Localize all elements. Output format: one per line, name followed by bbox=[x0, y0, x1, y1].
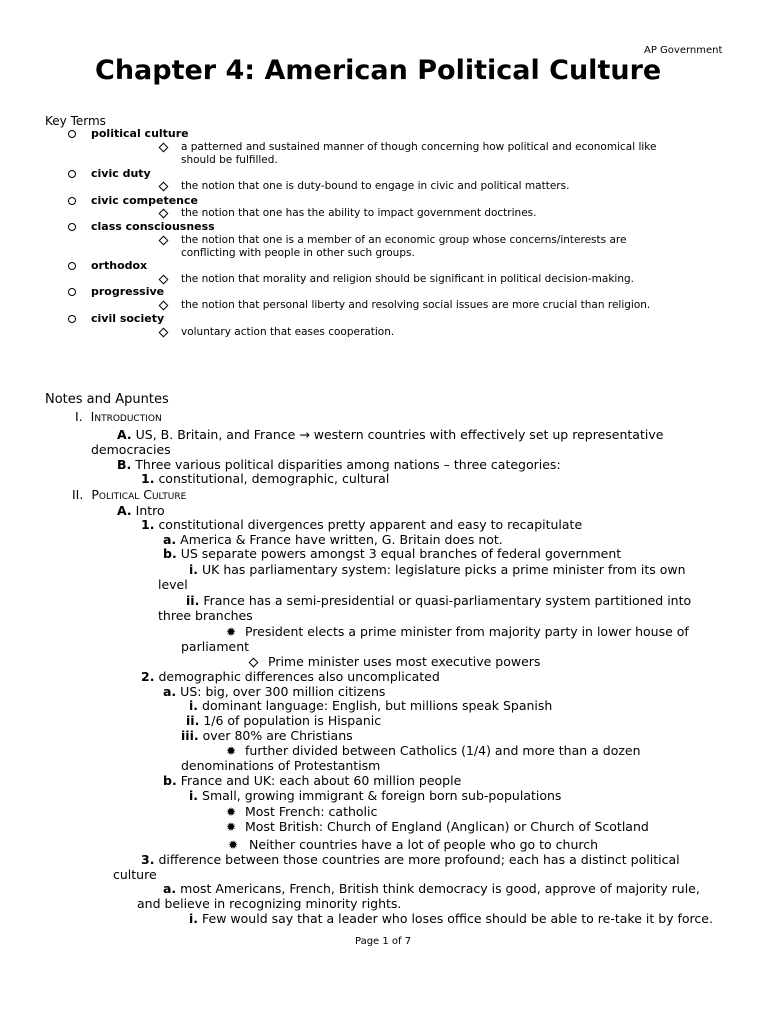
key-terms-heading: Key Terms bbox=[45, 114, 106, 128]
outline-text: constitutional, demographic, cultural bbox=[158, 471, 390, 486]
outline-roman: i. bbox=[189, 911, 199, 926]
outline-item bbox=[181, 728, 353, 743]
term-label: progressive bbox=[91, 285, 165, 298]
outline-text: dominant language: English, but millions speak Spanish bbox=[202, 698, 553, 713]
outline-text-cont: and believe in recognizing minority rights. bbox=[137, 896, 402, 911]
outline-number: II. bbox=[72, 487, 84, 502]
outline-text: constitutional divergences pretty apparent and easy to recapitulate bbox=[158, 517, 583, 532]
outline-letter: B. bbox=[117, 457, 132, 472]
outline-item bbox=[189, 562, 686, 577]
term-definition: the notion that one is a member of an economic group whose concerns/interests are bbox=[181, 234, 627, 246]
term-definition: the notion that one is duty-bound to engage in civic and political matters. bbox=[181, 180, 570, 192]
outline-text: 1/6 of population is Hispanic bbox=[203, 713, 382, 728]
circle-bullet-icon bbox=[68, 315, 76, 323]
outline-text: Most French: catholic bbox=[245, 804, 378, 819]
outline-letter: b. bbox=[163, 773, 177, 788]
diamond-bullet-icon bbox=[159, 328, 169, 338]
term-label: civil society bbox=[91, 312, 165, 325]
outline-text: Three various political disparities among nations – three categories: bbox=[135, 457, 561, 472]
outline-text: President elects a prime minister from majority party in lower house of bbox=[245, 624, 689, 639]
outline-item bbox=[141, 517, 582, 532]
outline-item bbox=[189, 788, 561, 803]
outline-item bbox=[141, 471, 389, 486]
outline-text: over 80% are Christians bbox=[202, 728, 353, 743]
outline-title: Introduction bbox=[90, 409, 162, 424]
outline-letter: a. bbox=[163, 881, 177, 896]
term-label: class consciousness bbox=[91, 220, 215, 233]
outline-text: US: big, over 300 million citizens bbox=[180, 684, 386, 699]
diamond-bullet-icon bbox=[159, 182, 169, 192]
course-label: AP Government bbox=[644, 45, 723, 56]
star-bullet-icon: ✹ bbox=[228, 838, 239, 852]
outline-text: Small, growing immigrant & foreign born sub-populations bbox=[202, 788, 562, 803]
term-definition: the notion that morality and religion should be significant in political decision-making. bbox=[181, 273, 634, 285]
outline-roman: iii. bbox=[181, 728, 199, 743]
outline-number: 1. bbox=[141, 471, 155, 486]
outline-item bbox=[163, 773, 461, 788]
outline-text-cont: democracies bbox=[91, 442, 171, 457]
outline-text: most Americans, French, British think democracy is good, approve of majority rule, bbox=[180, 881, 700, 896]
outline-heading-1 bbox=[75, 409, 162, 424]
page-title: Chapter 4: American Political Culture bbox=[95, 55, 662, 86]
outline-text: America & France have written, G. Britain does not. bbox=[180, 532, 503, 547]
outline-item bbox=[141, 852, 680, 867]
outline-text: US separate powers amongst 3 equal branches of federal government bbox=[180, 546, 622, 561]
circle-bullet-icon bbox=[68, 170, 76, 178]
page-number: Page 1 of 7 bbox=[355, 936, 412, 947]
outline-roman: i. bbox=[189, 562, 199, 577]
outline-letter: a. bbox=[163, 532, 177, 547]
outline-letter: a. bbox=[163, 684, 177, 699]
outline-text-cont: parliament bbox=[181, 639, 250, 654]
outline-text: Neither countries have a lot of people who go to church bbox=[249, 837, 599, 852]
outline-text: Intro bbox=[135, 503, 165, 518]
outline-number: 2. bbox=[141, 669, 155, 684]
outline-item bbox=[163, 532, 503, 547]
outline-letter: A. bbox=[117, 503, 132, 518]
outline-text: further divided between Catholics (1/4) and more than a dozen bbox=[245, 743, 641, 758]
outline-heading-2 bbox=[72, 487, 186, 502]
circle-bullet-icon bbox=[68, 223, 76, 231]
star-bullet-icon: ✹ bbox=[226, 744, 237, 758]
outline-letter: b. bbox=[163, 546, 177, 561]
term-label: civic duty bbox=[91, 167, 151, 180]
term-definition: a patterned and sustained manner of though concerning how political and economical like bbox=[181, 141, 657, 153]
term-label: orthodox bbox=[91, 259, 148, 272]
outline-item bbox=[189, 911, 713, 926]
term-definition: voluntary action that eases cooperation. bbox=[181, 326, 395, 338]
star-bullet-icon: ✹ bbox=[226, 820, 237, 834]
outline-roman: i. bbox=[189, 788, 199, 803]
outline-text-cont: level bbox=[158, 577, 188, 592]
outline-text: Most British: Church of England (Anglican) or Church of Scotland bbox=[245, 819, 649, 834]
term-label: civic competence bbox=[91, 194, 198, 207]
circle-bullet-icon bbox=[68, 262, 76, 270]
outline-title: Political Culture bbox=[91, 487, 187, 502]
star-bullet-icon: ✹ bbox=[226, 805, 237, 819]
outline-text: Prime minister uses most executive powers bbox=[268, 654, 541, 669]
term-label: political culture bbox=[91, 127, 189, 140]
outline-text: UK has parliamentary system: legislature picks a prime minister from its own bbox=[202, 562, 686, 577]
term-definition-cont: conflicting with people in other such groups. bbox=[181, 247, 415, 259]
outline-item bbox=[163, 546, 621, 561]
outline-item bbox=[117, 427, 663, 442]
circle-bullet-icon bbox=[68, 288, 76, 296]
outline-item bbox=[163, 684, 385, 699]
outline-item bbox=[186, 713, 381, 728]
diamond-bullet-icon bbox=[159, 275, 169, 285]
diamond-bullet-icon bbox=[159, 236, 169, 246]
outline-text: difference between those countries are more profound; each has a distinct political bbox=[158, 852, 680, 867]
outline-text: US, B. Britain, and France → western countries with effectively set up representative bbox=[135, 427, 664, 442]
outline-text: Few would say that a leader who loses office should be able to re-take it by force. bbox=[202, 911, 713, 926]
outline-text-cont: culture bbox=[113, 867, 157, 882]
diamond-bullet-icon bbox=[249, 658, 259, 668]
star-bullet-icon: ✹ bbox=[226, 625, 237, 639]
diamond-bullet-icon bbox=[159, 143, 169, 153]
diamond-bullet-icon bbox=[159, 209, 169, 219]
circle-bullet-icon bbox=[68, 130, 76, 138]
notes-heading: Notes and Apuntes bbox=[45, 392, 169, 407]
outline-item bbox=[117, 503, 165, 518]
outline-roman: i. bbox=[189, 698, 199, 713]
outline-text-cont: three branches bbox=[158, 608, 253, 623]
outline-item bbox=[163, 881, 700, 896]
outline-number: 1. bbox=[141, 517, 155, 532]
term-definition-cont: should be fulfilled. bbox=[181, 154, 278, 166]
outline-number: I. bbox=[75, 409, 83, 424]
diamond-bullet-icon bbox=[159, 301, 169, 311]
term-definition: the notion that one has the ability to impact government doctrines. bbox=[181, 207, 537, 219]
outline-roman: ii. bbox=[186, 713, 200, 728]
outline-text: demographic differences also uncomplicated bbox=[158, 669, 440, 684]
outline-text: France and UK: each about 60 million people bbox=[180, 773, 462, 788]
outline-item bbox=[189, 698, 552, 713]
outline-item bbox=[186, 593, 691, 608]
outline-text-cont: denominations of Protestantism bbox=[181, 758, 381, 773]
circle-bullet-icon bbox=[68, 197, 76, 205]
outline-item bbox=[117, 457, 561, 472]
outline-number: 3. bbox=[141, 852, 155, 867]
term-definition: the notion that personal liberty and resolving social issues are more crucial than religion. bbox=[181, 299, 651, 311]
outline-letter: A. bbox=[117, 427, 132, 442]
outline-item bbox=[141, 669, 440, 684]
outline-text: France has a semi-presidential or quasi-parliamentary system partitioned into bbox=[203, 593, 692, 608]
outline-roman: ii. bbox=[186, 593, 200, 608]
